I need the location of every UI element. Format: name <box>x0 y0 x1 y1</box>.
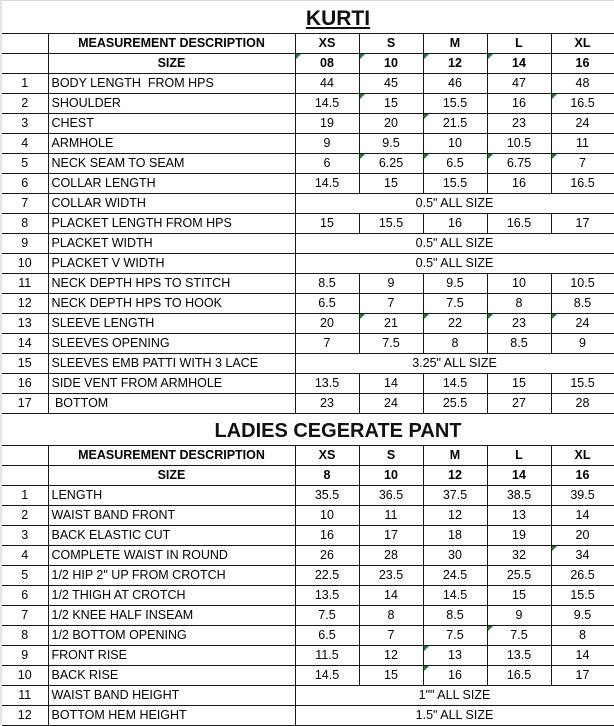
measurement-value: 6.5 <box>295 626 359 646</box>
measurement-value: 13 <box>487 506 551 526</box>
table-row <box>2 94 614 114</box>
measurement-value: 7 <box>295 334 359 354</box>
measurement-description: COLLAR LENGTH <box>48 174 295 194</box>
size-row <box>2 466 614 486</box>
table-row <box>2 354 614 374</box>
size-number: 14 <box>487 466 551 486</box>
measurement-description: BOTTOM <box>48 394 295 414</box>
measurement-value: 26.5 <box>551 566 614 586</box>
size-number: 8 <box>295 466 359 486</box>
table-row <box>2 154 614 174</box>
measurement-value: 15 <box>359 94 423 114</box>
measurement-value: 25.5 <box>487 566 551 586</box>
measurement-value: 13 <box>423 646 487 666</box>
table-row <box>2 486 614 506</box>
measurement-value: 10.5 <box>487 134 551 154</box>
table-row <box>2 174 614 194</box>
measurement-value: 15.5 <box>551 586 614 606</box>
measurement-value: 27 <box>487 394 551 414</box>
row-number: 11 <box>2 686 48 706</box>
measurement-value: 32 <box>487 546 551 566</box>
measurement-description: PLACKET LENGTH FROM HPS <box>48 214 295 234</box>
all-size-value: 1"" ALL SIZE <box>295 686 614 706</box>
measurement-value: 7.5 <box>359 334 423 354</box>
size-header-xs: XS <box>295 446 359 466</box>
measurement-description: WAIST BAND HEIGHT <box>48 686 295 706</box>
measurement-value: 12 <box>423 506 487 526</box>
row-number: 4 <box>2 134 48 154</box>
measurement-description: 1/2 THIGH AT CROTCH <box>48 586 295 606</box>
measurement-value: 15 <box>487 374 551 394</box>
measurement-description: BODY LENGTH FROM HPS <box>48 74 295 94</box>
table-row <box>2 526 614 546</box>
table-row <box>2 626 614 646</box>
measurement-value: 24 <box>551 314 614 334</box>
pant-title-text: LADIES CEGERATE PANT <box>214 420 462 442</box>
measurement-value: 15 <box>359 174 423 194</box>
measurement-value: 16.5 <box>487 214 551 234</box>
measurement-value: 23.5 <box>359 566 423 586</box>
table-row <box>2 646 614 666</box>
table-row <box>2 254 614 274</box>
measurement-description: BOTTOM HEM HEIGHT <box>48 706 295 726</box>
table-row <box>2 394 614 414</box>
row-number: 17 <box>2 394 48 414</box>
measurement-value: 38.5 <box>487 486 551 506</box>
measurement-value: 21.5 <box>423 114 487 134</box>
measurement-value: 17 <box>551 214 614 234</box>
measurement-value: 36.5 <box>359 486 423 506</box>
measurement-description: SLEEVES EMB PATTI WITH 3 LACE <box>48 354 295 374</box>
row-number: 16 <box>2 374 48 394</box>
measurement-value: 10 <box>487 274 551 294</box>
measurement-value: 22.5 <box>295 566 359 586</box>
size-header-s: S <box>359 446 423 466</box>
measurement-value: 8.5 <box>423 606 487 626</box>
measurement-value: 24.5 <box>423 566 487 586</box>
measurement-description: SLEEVE LENGTH <box>48 314 295 334</box>
measurement-description: COLLAR WIDTH <box>48 194 295 214</box>
row-number: 14 <box>2 334 48 354</box>
measurement-value: 34 <box>551 546 614 566</box>
table-row <box>2 294 614 314</box>
measurement-value: 26 <box>295 546 359 566</box>
measurement-value: 23 <box>487 314 551 334</box>
measurement-value: 16.5 <box>487 666 551 686</box>
measurement-description: SHOULDER <box>48 94 295 114</box>
measurement-value: 7.5 <box>487 626 551 646</box>
measurement-value: 30 <box>423 546 487 566</box>
table-row <box>2 314 614 334</box>
size-label: SIZE <box>48 54 295 74</box>
measurement-value: 14.5 <box>295 666 359 686</box>
measurement-description: ARMHOLE <box>48 134 295 154</box>
table-row <box>2 274 614 294</box>
measurement-value: 16 <box>423 214 487 234</box>
size-number: 10 <box>359 54 423 74</box>
measurement-value: 8 <box>487 294 551 314</box>
measurement-value: 23 <box>295 394 359 414</box>
table-row <box>2 114 614 134</box>
measurement-value: 15 <box>295 214 359 234</box>
measurement-value: 15.5 <box>359 214 423 234</box>
measurement-description: BACK ELASTIC CUT <box>48 526 295 546</box>
measurement-value: 7 <box>551 154 614 174</box>
all-size-value: 0.5" ALL SIZE <box>295 194 614 214</box>
row-number: 9 <box>2 646 48 666</box>
size-number: 10 <box>359 466 423 486</box>
row-number: 7 <box>2 194 48 214</box>
measurement-value: 10.5 <box>551 274 614 294</box>
size-header-m: M <box>423 34 487 54</box>
measurement-value: 8 <box>359 606 423 626</box>
measurement-description: NECK SEAM TO SEAM <box>48 154 295 174</box>
table-row <box>2 666 614 686</box>
measurement-description: SIDE VENT FROM ARMHOLE <box>48 374 295 394</box>
measurement-value: 8.5 <box>551 294 614 314</box>
measurement-description: SLEEVES OPENING <box>48 334 295 354</box>
measurement-value: 24 <box>359 394 423 414</box>
size-number: 16 <box>551 54 614 74</box>
measurement-value: 22 <box>423 314 487 334</box>
table-row <box>2 74 614 94</box>
row-number: 2 <box>2 94 48 114</box>
kurti-title-text: KURTI <box>305 7 371 30</box>
measurement-value: 14.5 <box>295 94 359 114</box>
measurement-value: 15.5 <box>423 174 487 194</box>
row-number: 2 <box>2 506 48 526</box>
row-number: 8 <box>2 214 48 234</box>
header-row <box>2 446 614 466</box>
measurement-description: COMPLETE WAIST IN ROUND <box>48 546 295 566</box>
measurement-value: 21 <box>359 314 423 334</box>
measurement-value: 6 <box>295 154 359 174</box>
row-number: 12 <box>2 294 48 314</box>
table-row <box>2 134 614 154</box>
row-number: 6 <box>2 586 48 606</box>
size-number: 12 <box>423 54 487 74</box>
measurement-value: 7.5 <box>295 606 359 626</box>
table-row <box>2 334 614 354</box>
row-number: 13 <box>2 314 48 334</box>
measurement-value: 48 <box>551 74 614 94</box>
measurement-description: FRONT RISE <box>48 646 295 666</box>
measurement-value: 14.5 <box>423 586 487 606</box>
measurement-value: 13.5 <box>487 646 551 666</box>
table-row <box>2 686 614 706</box>
measurement-value: 16 <box>423 666 487 686</box>
measurement-value: 15.5 <box>423 94 487 114</box>
measurement-value: 7 <box>359 294 423 314</box>
table-row <box>2 706 614 726</box>
measurement-value: 6.25 <box>359 154 423 174</box>
measurement-value: 28 <box>359 546 423 566</box>
size-number: 12 <box>423 466 487 486</box>
table-row <box>2 234 614 254</box>
measurement-description: NECK DEPTH HPS TO HOOK <box>48 294 295 314</box>
table-row <box>2 194 614 214</box>
measurement-value: 9.5 <box>423 274 487 294</box>
row-number: 3 <box>2 114 48 134</box>
row-number: 11 <box>2 274 48 294</box>
measurement-value: 16 <box>295 526 359 546</box>
row-number: 1 <box>2 486 48 506</box>
table-row <box>2 586 614 606</box>
measurement-value: 23 <box>487 114 551 134</box>
row-number: 7 <box>2 606 48 626</box>
measurement-value: 9.5 <box>551 606 614 626</box>
size-number: 08 <box>295 54 359 74</box>
row-number: 8 <box>2 626 48 646</box>
size-header-xs: XS <box>295 34 359 54</box>
measurement-description: 1/2 KNEE HALF INSEAM <box>48 606 295 626</box>
row-number: 4 <box>2 546 48 566</box>
measurement-value: 11 <box>359 506 423 526</box>
measurement-value: 37.5 <box>423 486 487 506</box>
measurement-value: 47 <box>487 74 551 94</box>
kurti-title <box>2 4 614 34</box>
row-number: 12 <box>2 706 48 726</box>
measurement-value: 16.5 <box>551 94 614 114</box>
table-row <box>2 374 614 394</box>
measurement-value: 6.5 <box>295 294 359 314</box>
row-number: 10 <box>2 666 48 686</box>
measurement-value: 14 <box>551 646 614 666</box>
measurement-value: 15 <box>359 666 423 686</box>
size-header-m: M <box>423 446 487 466</box>
measurement-value: 17 <box>359 526 423 546</box>
measurement-value: 16 <box>487 174 551 194</box>
measurement-value: 13.5 <box>295 586 359 606</box>
all-size-value: 0.5" ALL SIZE <box>295 254 614 274</box>
pant-measurement-table <box>2 445 614 726</box>
measurement-value: 11.5 <box>295 646 359 666</box>
measurement-value: 44 <box>295 74 359 94</box>
measurement-value: 8.5 <box>295 274 359 294</box>
measurement-value: 9.5 <box>359 134 423 154</box>
row-number: 5 <box>2 566 48 586</box>
measurement-description: WAIST BAND FRONT <box>48 506 295 526</box>
header-row <box>2 34 614 54</box>
table-row <box>2 506 614 526</box>
measurement-value: 20 <box>551 526 614 546</box>
measurement-value: 14 <box>551 506 614 526</box>
measurement-value: 19 <box>295 114 359 134</box>
measurement-value: 14.5 <box>423 374 487 394</box>
measurement-value: 12 <box>359 646 423 666</box>
table-row <box>2 214 614 234</box>
measurement-value: 28 <box>551 394 614 414</box>
pant-title <box>2 416 614 446</box>
measurement-value: 20 <box>359 114 423 134</box>
measurement-value: 10 <box>423 134 487 154</box>
measurement-value: 18 <box>423 526 487 546</box>
measurement-value: 17 <box>551 666 614 686</box>
measurement-value: 14 <box>359 586 423 606</box>
row-number: 9 <box>2 234 48 254</box>
measurement-value: 7 <box>359 626 423 646</box>
measurement-value: 39.5 <box>551 486 614 506</box>
row-number: 6 <box>2 174 48 194</box>
size-header-xl: XL <box>551 446 614 466</box>
measurement-value: 8 <box>551 626 614 646</box>
measurement-value: 8.5 <box>487 334 551 354</box>
measurement-value: 8 <box>423 334 487 354</box>
measurement-value: 45 <box>359 74 423 94</box>
row-number: 3 <box>2 526 48 546</box>
measurement-value: 13.5 <box>295 374 359 394</box>
table-row <box>2 566 614 586</box>
measurement-value: 11 <box>551 134 614 154</box>
row-number: 10 <box>2 254 48 274</box>
measurement-value: 35.5 <box>295 486 359 506</box>
measurement-description: NECK DEPTH HPS TO STITCH <box>48 274 295 294</box>
measurement-value: 15.5 <box>551 374 614 394</box>
measurement-description: PLACKET WIDTH <box>48 234 295 254</box>
measurement-description: PLACKET V WIDTH <box>48 254 295 274</box>
measurement-value: 7.5 <box>423 294 487 314</box>
measurement-value: 19 <box>487 526 551 546</box>
measurement-value: 16 <box>487 94 551 114</box>
measurement-value: 9 <box>487 606 551 626</box>
row-number-header <box>2 446 48 466</box>
row-number: 1 <box>2 74 48 94</box>
measurement-value: 14 <box>359 374 423 394</box>
row-number: 5 <box>2 154 48 174</box>
measurement-value: 20 <box>295 314 359 334</box>
all-size-value: 1.5" ALL SIZE <box>295 706 614 726</box>
size-header-xl: XL <box>551 34 614 54</box>
table-row <box>2 546 614 566</box>
measurement-value: 9 <box>295 134 359 154</box>
description-header: MEASUREMENT DESCRIPTION <box>48 446 295 466</box>
size-header-l: L <box>487 446 551 466</box>
measurement-value: 15 <box>487 586 551 606</box>
measurement-description: 1/2 HIP 2" UP FROM CROTCH <box>48 566 295 586</box>
measurement-value: 6.75 <box>487 154 551 174</box>
size-number: 16 <box>551 466 614 486</box>
size-number: 14 <box>487 54 551 74</box>
measurement-description: CHEST <box>48 114 295 134</box>
size-label: SIZE <box>48 466 295 486</box>
measurement-description: 1/2 BOTTOM OPENING <box>48 626 295 646</box>
size-header-s: S <box>359 34 423 54</box>
row-number: 15 <box>2 354 48 374</box>
measurement-value: 6.5 <box>423 154 487 174</box>
measurement-description: BACK RISE <box>48 666 295 686</box>
measurement-value: 14.5 <box>295 174 359 194</box>
size-header-l: L <box>487 34 551 54</box>
all-size-value: 0.5" ALL SIZE <box>295 234 614 254</box>
description-header: MEASUREMENT DESCRIPTION <box>48 34 295 54</box>
measurement-value: 9 <box>359 274 423 294</box>
row-number-blank <box>2 54 48 74</box>
row-number-blank <box>2 466 48 486</box>
measurement-value: 46 <box>423 74 487 94</box>
measurement-value: 9 <box>551 334 614 354</box>
table-row <box>2 606 614 626</box>
measurement-value: 25.5 <box>423 394 487 414</box>
kurti-measurement-table <box>2 33 614 414</box>
measurement-value: 24 <box>551 114 614 134</box>
measurement-value: 7.5 <box>423 626 487 646</box>
size-row <box>2 54 614 74</box>
all-size-value: 3.25" ALL SIZE <box>295 354 614 374</box>
measurement-value: 10 <box>295 506 359 526</box>
measurement-value: 16.5 <box>551 174 614 194</box>
row-number-header <box>2 34 48 54</box>
measurement-description: LENGTH <box>48 486 295 506</box>
